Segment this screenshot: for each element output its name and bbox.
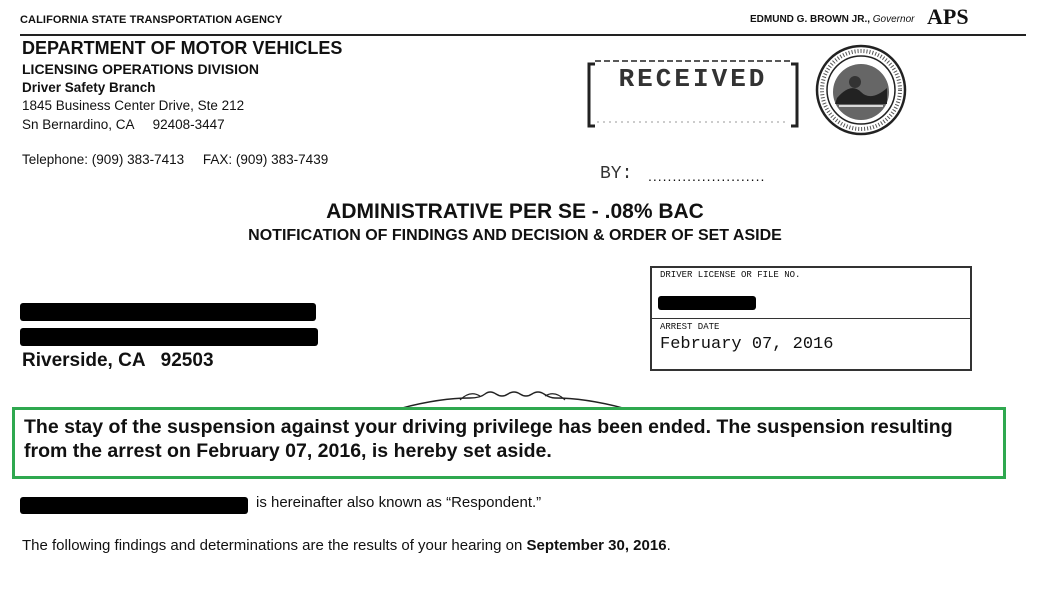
governor-name: EDMUND G. BROWN JR., (750, 14, 870, 25)
arrest-date-value: February 07, 2016 (660, 335, 834, 354)
address-line-1: 1845 Business Center Drive, Ste 212 (22, 98, 245, 113)
license-number-label: DRIVER LICENSE OR FILE NO. (660, 270, 801, 280)
governor-line (750, 14, 914, 25)
by-signature-line: ........................ (648, 168, 766, 184)
department-name: DEPARTMENT OF MOTOR VEHICLES (22, 38, 343, 58)
stamp-text: RECEIVED (618, 64, 768, 94)
findings-statement (22, 537, 671, 554)
aps-mark: APS (927, 4, 969, 29)
governor-title: Governor (872, 14, 915, 25)
branch-name: Driver Safety Branch (22, 80, 156, 95)
redacted-license-number (658, 296, 756, 310)
received-stamp (585, 56, 801, 134)
agency-name: CALIFORNIA STATE TRANSPORTATION AGENCY (20, 14, 283, 26)
redacted-recipient-street (20, 328, 318, 346)
document-subtitle: NOTIFICATION OF FINDINGS AND DECISION & ORDER OF SET ASIDE (248, 227, 782, 244)
state-seal-icon (815, 44, 907, 136)
redacted-recipient-name (20, 303, 316, 321)
document-title: ADMINISTRATIVE PER SE - .08% BAC (326, 200, 704, 223)
findings-suffix: . (666, 537, 671, 554)
redacted-respondent-name (20, 497, 248, 514)
set-aside-notice-text: The stay of the suspension against your driving privilege has been ended. The suspension resulting from the arrest on February 07, 2016, is hereby set aside. (24, 416, 953, 462)
hearing-date: September 30, 2016 (526, 537, 667, 554)
header-rule (20, 34, 1026, 36)
address-line-2: Sn Bernardino, CA 92408-3447 (22, 117, 225, 132)
respondent-statement: is hereinafter also known as “Respondent.” (256, 494, 542, 511)
by-label: BY: (600, 164, 633, 184)
findings-prefix: The following findings and determinations are the results of your hearing on (22, 537, 527, 554)
license-box-divider (650, 318, 972, 319)
recipient-city: Riverside, CA 92503 (22, 350, 214, 371)
arrest-date-label: ARREST DATE (660, 322, 720, 332)
contact-line: Telephone: (909) 383-7413 FAX: (909) 383-7439 (22, 152, 329, 167)
division-name: LICENSING OPERATIONS DIVISION (22, 61, 259, 77)
